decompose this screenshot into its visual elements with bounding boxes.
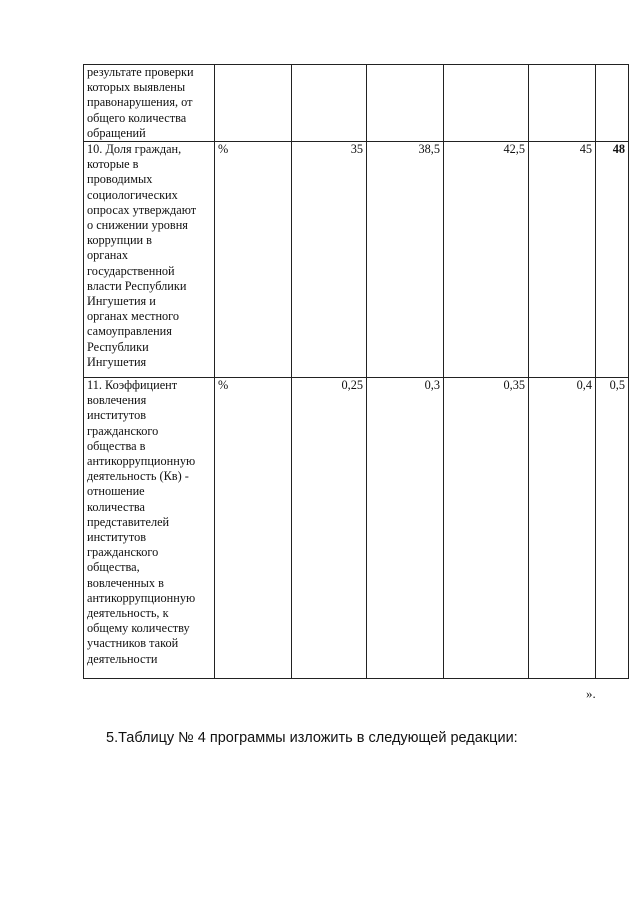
unit-cell: % — [215, 378, 292, 679]
value-cell: 38,5 — [367, 142, 444, 378]
indicator-name-cell — [84, 65, 215, 142]
value-cell — [596, 65, 629, 142]
paragraph-text: 5.Таблицу № 4 программы изложить в следующей редакции: — [106, 730, 518, 746]
table-row — [84, 378, 629, 679]
unit-cell: % — [215, 142, 292, 378]
table-row — [84, 142, 629, 378]
value-cell: 0,35 — [444, 378, 529, 679]
indicator-name: результате проверки которых выявлены правонарушения, от общего количества обращений — [87, 65, 194, 140]
value-cell: 0,5 — [596, 378, 629, 679]
value-cell: 0,25 — [292, 378, 367, 679]
closing-quote: ». — [586, 686, 596, 701]
value-cell — [529, 65, 596, 142]
value-cell: 45 — [529, 142, 596, 378]
indicator-name: 10. Доля граждан, которые в проводимых социологических опросах утверждают о снижении уровня коррупции в органах государственной власти Республики Ингушетия и органах местного самоуправления Республики Ингушетия — [87, 142, 197, 369]
indicator-name-cell — [84, 142, 215, 378]
table-row — [84, 65, 629, 142]
indicator-name-cell — [84, 378, 215, 679]
value-cell — [444, 65, 529, 142]
unit-cell — [215, 65, 292, 142]
value-cell: 0,4 — [529, 378, 596, 679]
value-cell — [367, 65, 444, 142]
value-cell: 35 — [292, 142, 367, 378]
value-cell: 0,3 — [367, 378, 444, 679]
indicator-name: 11. Коэффициент вовлечения институтов гражданского общества в антикоррупционную деятельность (Кв) - отношение количества представителей институтов гражданского общества, вовлеченных в антикоррупционную деятельность, к общему количеству участников такой деятельности — [87, 378, 196, 666]
value-cell: 48 — [596, 142, 629, 378]
value-cell: 42,5 — [444, 142, 529, 378]
value-cell — [292, 65, 367, 142]
indicators-table — [83, 64, 629, 679]
